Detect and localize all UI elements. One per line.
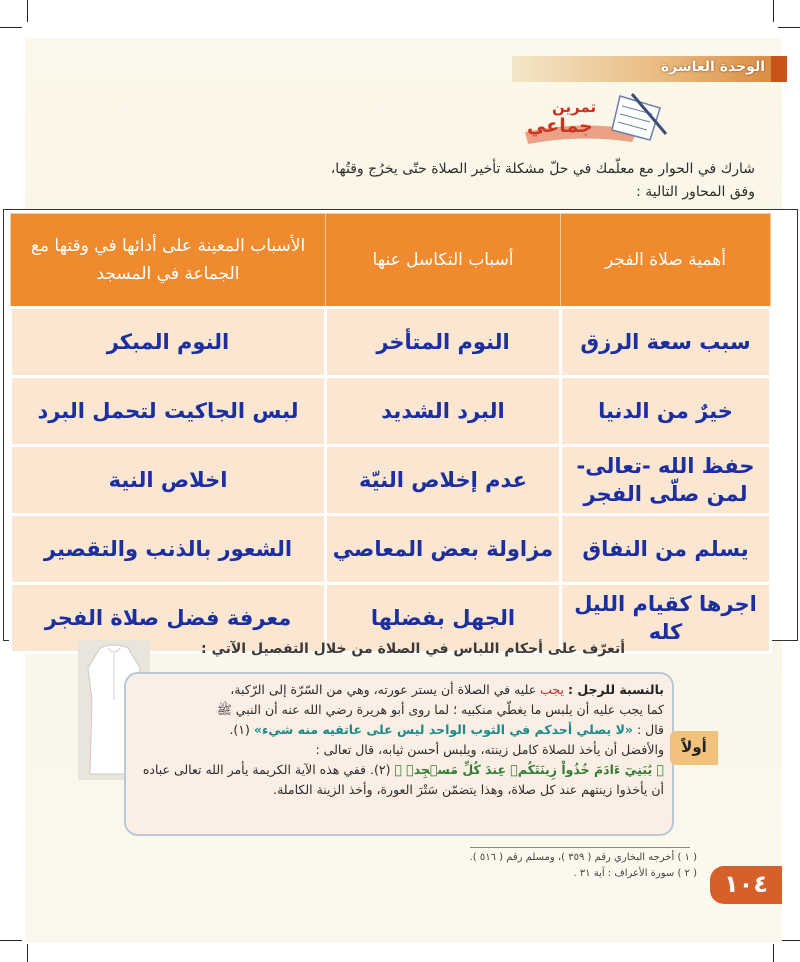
- lower-heading: أتعرّف على أحكام اللباس في الصلاة من خلال التفصيل الآتي :: [200, 641, 625, 657]
- ayah-text: ﴿ يَٰبَنِيٓ ءَادَمَ خُذُواْ زِينَتَكُمۡ عِندَ كُلِّ مَسۡجِدٖ ﴾: [394, 762, 664, 777]
- exercise-label-line2: جماعي: [527, 115, 593, 137]
- crop-mark: [0, 940, 22, 941]
- table-header-row: [11, 214, 771, 308]
- header-helping-causes: الأسباب المعينة على أدائها في وقتها مع الجماعة في المسجد: [11, 214, 326, 308]
- intro-text: [115, 158, 755, 204]
- crop-mark: [27, 0, 28, 22]
- crop-mark: [778, 27, 800, 28]
- table-row: [11, 446, 771, 515]
- crop-mark: [773, 0, 774, 22]
- table-cell: مزاولة بعض المعاصي: [326, 515, 561, 584]
- section-badge-label: أولاً: [681, 738, 707, 756]
- table-cell: يسلم من النفاق: [561, 515, 771, 584]
- table-cell: سبب سعة الرزق: [561, 308, 771, 377]
- page-number-tab: [710, 866, 782, 904]
- unit-tab: [771, 56, 787, 82]
- crop-mark: [0, 27, 22, 28]
- unit-title: الوحدة العاشرة: [660, 59, 765, 75]
- table-cell: عدم إخلاص النيّة: [326, 446, 561, 515]
- table-cell: معرفة فضل صلاة الفجر: [11, 584, 326, 653]
- rule-text: [134, 680, 664, 800]
- intro-line: شارك في الحوار مع معلّمك في حلّ مشكلة تأخير الصلاة حتّى يخرُج وقتُها،: [330, 161, 755, 177]
- header-laziness-causes: أسباب التكاسل عنها: [326, 214, 561, 308]
- rule-text-part: قال :: [632, 722, 664, 737]
- table-cell: لبس الجاكيت لتحمل البرد: [11, 377, 326, 446]
- rule-text-part: كما يجب عليه أن يلبس ما يغطّي منكبيه ؛ لما روى أبو هريرة رضي الله عنه أن النبي ﷺ: [216, 702, 664, 717]
- discussion-table: [9, 213, 772, 654]
- table-cell: البرد الشديد: [326, 377, 561, 446]
- table-cell: الجهل بفضلها: [326, 584, 561, 653]
- crop-mark: [773, 944, 774, 962]
- table-cell: الشعور بالذنب والتقصير: [11, 515, 326, 584]
- table-row: [11, 377, 771, 446]
- footnote-divider: [470, 847, 690, 848]
- unit-header-strip: [512, 56, 787, 82]
- header-importance: أهمية صلاة الفجر: [561, 214, 771, 308]
- rule-text-part: (١).: [229, 722, 250, 737]
- footnote: ( ٢ ) سورة الأعراف : آية ٣١ .: [573, 868, 697, 879]
- exercise-label-line1: تمرين: [552, 98, 597, 116]
- table-row: [11, 308, 771, 377]
- page-number: ١٠٤: [724, 870, 768, 898]
- intro-line: وفق المحاور التالية :: [636, 184, 755, 200]
- table-cell: حفظ الله -تعالى- لمن صلّى الفجر: [561, 446, 771, 515]
- table-row: [11, 515, 771, 584]
- rule-text-part: والأفضل أن يأخذ للصلاة كامل زينته، ويلبس أحسن ثيابه، قال تعالى :: [315, 742, 664, 757]
- table-cell: النوم المبكر: [11, 308, 326, 377]
- crop-mark: [27, 944, 28, 962]
- rule-text-part: (٢). ففي هذه الآية الكريمة يأمر الله تعالى عباده: [142, 762, 391, 777]
- table-cell: خيرٌ من الدنيا: [561, 377, 771, 446]
- rule-text-part: أن يأخذوا زينتهم عند كل صلاة، وهذا يتضمّن سَتْرَ العورة، وأخذ الزينة الكاملة.: [273, 782, 664, 797]
- rule-label: بالنسبة للرجل :: [567, 682, 664, 697]
- footnotes: [297, 850, 697, 882]
- table-cell: اخلاص النية: [11, 446, 326, 515]
- table-cell: النوم المتأخر: [326, 308, 561, 377]
- footnote: ( ١ ) أخرجه البخاري رقم ( ٣٥٩ )، ومسلم رقم ( ٥١٦ ).: [469, 852, 697, 863]
- section-badge: [670, 731, 718, 765]
- table-cell: اجرها كقيام الليل كله: [561, 584, 771, 653]
- rule-must: يجب: [540, 682, 564, 697]
- rule-text-part: عليه في الصلاة أن يستر عورته، وهي من السّرّة إلى الرّكبة،: [230, 682, 537, 697]
- hadith-text: «لا يصلي أحدكم في الثوب الواحد ليس على عاتقيه منه شيء»: [253, 722, 633, 737]
